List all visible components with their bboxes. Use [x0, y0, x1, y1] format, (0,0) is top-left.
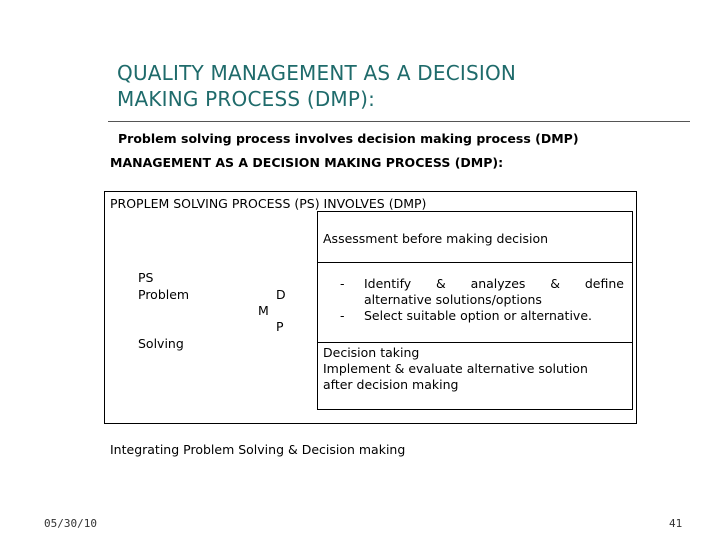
- bullet-first-line: [364, 276, 624, 292]
- assessment-text: Assessment before making decision: [323, 231, 549, 246]
- bullet-item: [342, 276, 624, 308]
- bullet-dash: -: [340, 308, 345, 323]
- dmp-steps-box: [317, 211, 633, 410]
- word: &: [550, 276, 561, 291]
- title-divider: [108, 121, 690, 122]
- word: Identify: [364, 276, 412, 291]
- footer-date: 05/30/10: [44, 517, 97, 530]
- diagram-heading: PROPLEM SOLVING PROCESS (PS) INVOLVES (DMP): [110, 196, 427, 211]
- step-divider: [318, 262, 632, 263]
- decision-line: after decision making: [323, 377, 459, 392]
- label-problem: Problem: [138, 287, 190, 302]
- subheading-management: MANAGEMENT AS A DECISION MAKING PROCESS (DMP):: [110, 155, 504, 170]
- slide-title-line1: QUALITY MANAGEMENT AS A DECISION: [117, 61, 517, 85]
- slide-title: [117, 60, 516, 112]
- decision-block: [318, 345, 632, 393]
- bullet-item: [342, 308, 624, 324]
- bullet-continuation: alternative solutions/options: [364, 292, 542, 307]
- decision-line: Implement & evaluate alternative solution: [323, 361, 588, 376]
- decision-line: Decision taking: [323, 345, 420, 360]
- word: &: [436, 276, 446, 291]
- subheading-problem-solving: Problem solving process involves decision making process (DMP): [118, 131, 579, 146]
- page-number: 41: [669, 517, 683, 530]
- label-d: D: [276, 287, 286, 302]
- label-ps: PS: [138, 270, 154, 285]
- word: define: [584, 276, 624, 291]
- bullet-text: Select suitable option or alternative.: [364, 308, 592, 323]
- slide-title-line2: MAKING PROCESS (DMP):: [117, 87, 376, 111]
- label-m: M: [258, 303, 269, 318]
- label-solving: Solving: [138, 336, 184, 351]
- label-p: P: [276, 319, 284, 334]
- bullet-dash: -: [340, 276, 345, 291]
- word: analyzes: [470, 276, 526, 291]
- bullet-list: [318, 276, 632, 324]
- step-divider: [318, 342, 632, 343]
- diagram-caption: Integrating Problem Solving & Decision making: [110, 442, 406, 457]
